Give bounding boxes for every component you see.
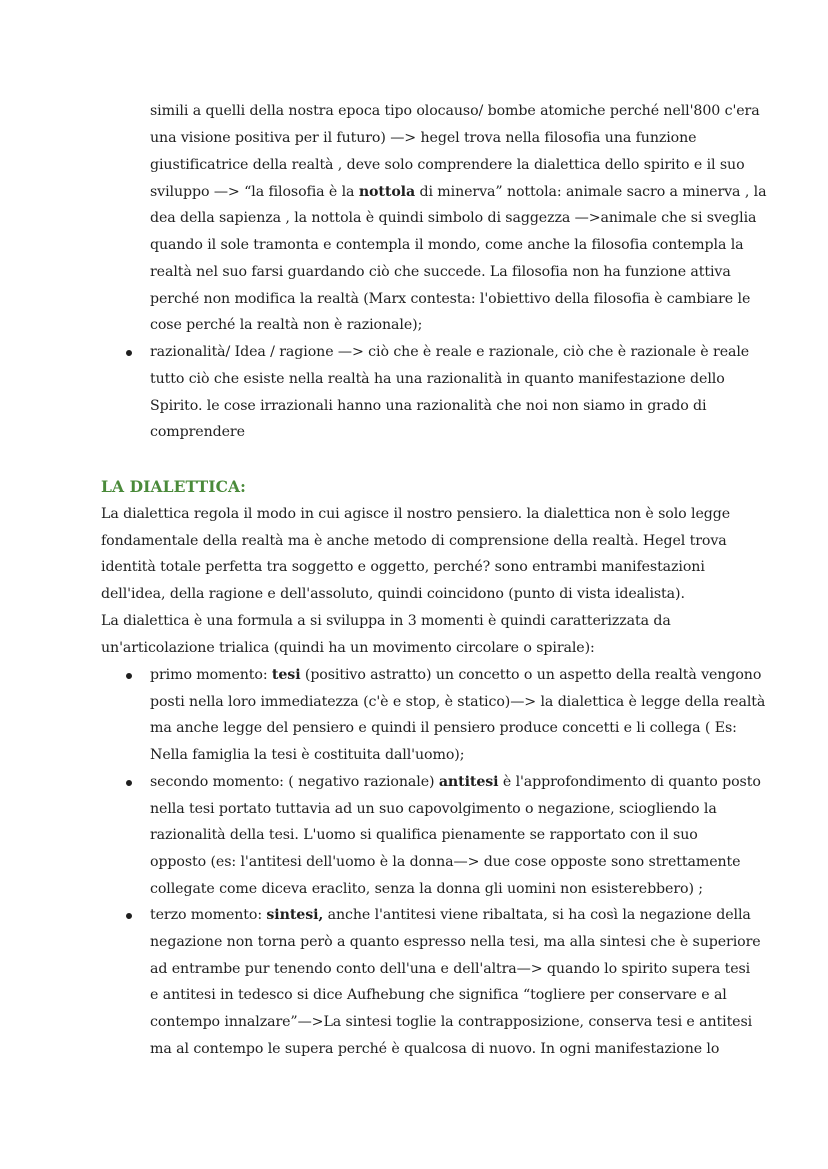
bullet-icon (126, 673, 132, 679)
text-line: Spirito. le cose irrazionali hanno una razionalità che noi non siamo in grado di (150, 398, 707, 414)
text-line: primo momento: tesi (positivo astratto) un concetto o un aspetto della realtà vengono (150, 667, 762, 683)
text-line: dea della sapienza , la nottola è quindi simbolo di saggezza —>animale che si sveglia (150, 210, 757, 226)
text-line: La dialettica regola il modo in cui agisce il nostro pensiero. la dialettica non è solo legge (101, 506, 731, 522)
text-line: ma al contempo le supera perché è qualcosa di nuovo. In ogni manifestazione lo (150, 1041, 720, 1057)
text-line: una visione positiva per il futuro) —> hegel trova nella filosofia una funzione (150, 130, 697, 146)
bold-term-tesi: tesi (271, 667, 301, 683)
bold-term-sintesi: sintesi, (266, 907, 324, 923)
text-line: razionalità/ Idea / ragione —> ciò che è reale e razionale, ciò che è razionale è reale (150, 344, 750, 360)
bullet-icon (126, 780, 132, 786)
text-line: tutto ciò che esiste nella realtà ha una razionalità in quanto manifestazione dello (150, 371, 725, 387)
text-line: contempo innalzare”—>La sintesi toglie la contrapposizione, conserva tesi e antitesi (150, 1014, 753, 1030)
text-line: sviluppo —> “la filosofia è la nottola di minerva” nottola: animale sacro a minerva , la (150, 184, 767, 200)
text-line: collegate come diceva eraclito, senza la donna gli uomini non esisterebbero) ; (150, 881, 703, 897)
text-line: e antitesi in tedesco si dice Aufhebung che significa “togliere per conservare e al (150, 987, 727, 1003)
text-line: ad entrambe pur tenendo conto dell'una e dell'altra—> quando lo spirito supera tesi (150, 961, 751, 977)
text-line: La dialettica è una formula a si sviluppa in 3 momenti è quindi caratterizzata da (101, 613, 671, 629)
text-line: identità totale perfetta tra soggetto e oggetto, perché? sono entrambi manifestazioni (101, 559, 705, 575)
text-line: terzo momento: sintesi, anche l'antitesi viene ribaltata, si ha così la negazione della (150, 907, 751, 923)
bold-term-antitesi: antitesi (438, 774, 499, 790)
text-line: realtà nel suo farsi guardando ciò che succede. La filosofia non ha funzione attiva (150, 264, 731, 280)
text-line: opposto (es: l'antitesi dell'uomo è la donna—> due cose opposte sono strettamente (150, 854, 741, 870)
bullet-icon (126, 913, 132, 919)
text-line: nella tesi portato tuttavia ad un suo capovolgimento o negazione, sciogliendo la (150, 801, 717, 817)
text-line: ma anche legge del pensiero e quindi il pensiero produce concetti e li collega ( Es: (150, 720, 737, 736)
text-line: negazione non torna però a quanto espresso nella tesi, ma alla sintesi che è superiore (150, 934, 761, 950)
text-line: secondo momento: ( negativo razionale) antitesi è l'approfondimento di quanto posto (150, 774, 761, 790)
text-line: quando il sole tramonta e contempla il mondo, come anche la filosofia contempla la (150, 237, 744, 253)
text-line: dell'idea, della ragione e dell'assoluto, quindi coincidono (punto di vista idealista). (101, 586, 685, 602)
text-line: fondamentale della realtà ma è anche metodo di comprensione della realtà. Hegel trova (101, 533, 727, 549)
section-heading: LA DIALETTICA: (101, 477, 247, 496)
text-line: posti nella loro immediatezza (c'è e stop, è statico)—> la dialettica è legge della realtà (150, 694, 766, 710)
bold-term-nottola: nottola (358, 184, 416, 200)
bullet-icon (126, 350, 132, 356)
text-line: giustificatrice della realtà , deve solo comprendere la dialettica dello spirito e il suo (150, 157, 745, 173)
text-line: perché non modifica la realtà (Marx contesta: l'obiettivo della filosofia è cambiare le (150, 291, 751, 307)
text-line: cose perché la realtà non è razionale); (150, 317, 423, 333)
text-line: simili a quelli della nostra epoca tipo olocauso/ bombe atomiche perché nell'800 c'era (150, 103, 760, 119)
text-line: comprendere (150, 424, 245, 440)
text-line: razionalità della tesi. L'uomo si qualifica pienamente se rapportato con il suo (150, 827, 698, 843)
text-line: un'articolazione trialica (quindi ha un movimento circolare o spirale): (101, 640, 595, 656)
text-line: Nella famiglia la tesi è costituita dall'uomo); (150, 747, 465, 763)
